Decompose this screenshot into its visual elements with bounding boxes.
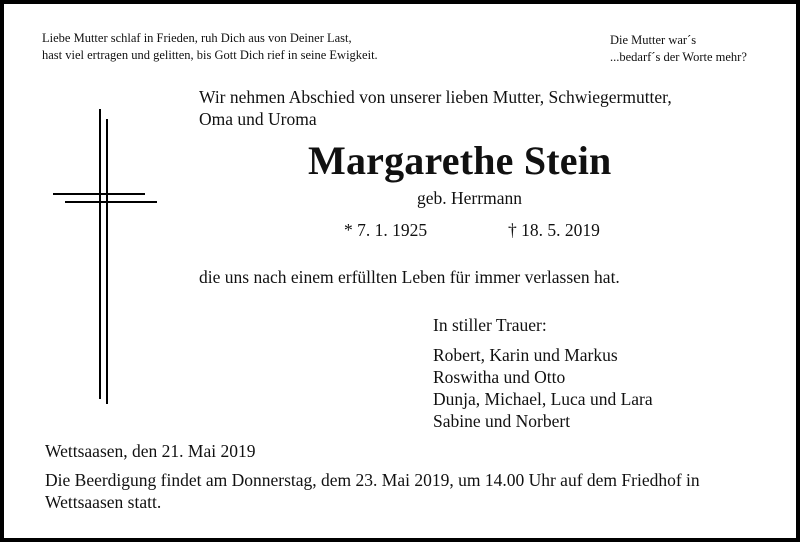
birth-date: * 7. 1. 1925: [344, 220, 428, 240]
funeral-line-2: Wettsaasen statt.: [45, 492, 162, 512]
mourner-item: Roswitha und Otto: [433, 367, 566, 387]
mourner-item: Robert, Karin und Markus: [433, 345, 618, 365]
death-date: † 18. 5. 2019: [508, 220, 600, 240]
mourners-list: [433, 344, 653, 432]
maiden-name: geb. Herrmann: [417, 188, 522, 208]
verse-right: [610, 32, 747, 66]
verse-left: [42, 30, 378, 64]
verse-right-line-1: Die Mutter war´s: [610, 33, 697, 47]
verse-left-line-2: hast viel ertragen und gelitten, bis Gott Dich rief in seine Ewigkeit.: [42, 48, 378, 62]
mourner-item: Sabine und Norbert: [433, 411, 571, 431]
mourners-heading: In stiller Trauer:: [433, 315, 547, 335]
verse-right-line-2: ...bedarf´s der Worte mehr?: [610, 50, 747, 64]
funeral-line-1: Die Beerdigung findet am Donnerstag, dem 23. Mai 2019, um 14.00 Uhr auf dem Friedhof in: [45, 470, 700, 490]
intro-line-2: Oma und Uroma: [199, 109, 317, 129]
intro-line-1: Wir nehmen Abschied von unserer lieben Mutter, Schwiegermutter,: [199, 87, 672, 107]
mourner-item: Dunja, Michael, Luca und Lara: [433, 389, 653, 409]
funeral-info: [45, 469, 700, 513]
closing-sentence: die uns nach einem erfüllten Leben für immer verlassen hat.: [199, 267, 620, 287]
deceased-name: Margarethe Stein: [308, 138, 612, 183]
intro-text: [199, 86, 672, 130]
verse-left-line-1: Liebe Mutter schlaf in Frieden, ruh Dich aus von Deiner Last,: [42, 31, 352, 45]
place-date: Wettsaasen, den 21. Mai 2019: [45, 441, 256, 461]
